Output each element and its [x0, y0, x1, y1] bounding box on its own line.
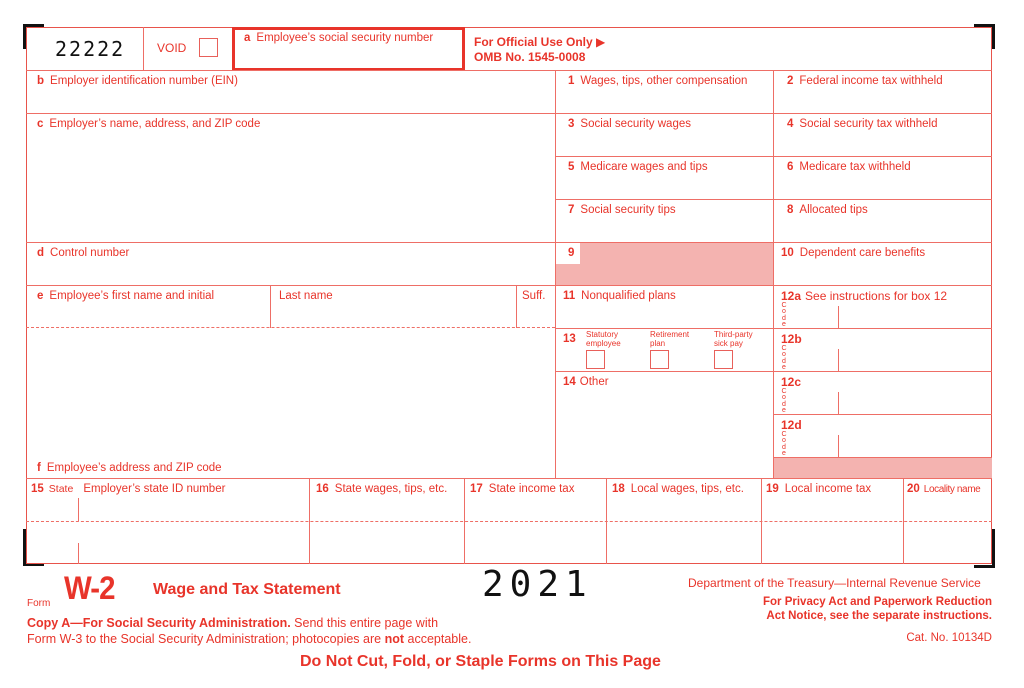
copy-a-line-1: Copy A—For Social Security Administration. Send this entire page with [27, 616, 439, 630]
box-c-input[interactable] [27, 133, 554, 241]
box-5-label: 5 Medicare wages and tips [568, 161, 708, 173]
box-14-label: 14 Other [563, 376, 609, 388]
box-d-label: d Control number [37, 247, 130, 259]
box-16-input-1[interactable] [310, 498, 463, 520]
void-checkbox[interactable] [199, 38, 218, 57]
box-e-last-name-input[interactable] [271, 305, 515, 326]
retirement-plan-checkbox[interactable] [650, 350, 669, 369]
box-3-label: 3 Social security wages [568, 118, 691, 130]
department-label: Department of the Treasury—Internal Revenue Service [688, 576, 981, 590]
official-use-label: For Official Use Only ▶ [474, 35, 606, 49]
box-11-input[interactable] [556, 305, 772, 327]
box-c-label: c Employer’s name, address, and ZIP code [37, 118, 261, 130]
box-a-key: a [244, 32, 251, 44]
box-10-input[interactable] [774, 262, 991, 284]
box-2-input[interactable] [774, 90, 991, 112]
box-11-label: 11 Nonqualified plans [563, 290, 676, 302]
box-8-input[interactable] [774, 219, 991, 241]
box-6-label: 6 Medicare tax withheld [787, 161, 911, 173]
box-16-label: 16 State wages, tips, etc. [316, 483, 448, 495]
box-18-label: 18 Local wages, tips, etc. [612, 483, 744, 495]
box-19-input-2[interactable] [762, 522, 902, 563]
box-14-input[interactable] [556, 391, 772, 477]
box-e-label: e Employee’s first name and initial [37, 290, 215, 302]
box-17-label: 17 State income tax [470, 483, 575, 495]
form-title: Wage and Tax Statement [153, 581, 341, 598]
box-4-input[interactable] [774, 133, 991, 155]
box-9-label: 9 [568, 247, 575, 259]
box-12c-amount-input[interactable] [840, 391, 990, 413]
box-10-label: 10 Dependent care benefits [781, 247, 926, 259]
box-12a-code-input[interactable] [789, 305, 837, 327]
box-1-input[interactable] [556, 90, 772, 112]
box-3-input[interactable] [556, 133, 772, 155]
box-12a-amount-input[interactable] [840, 305, 990, 327]
cat-number: Cat. No. 10134D [906, 632, 992, 644]
box-12c-code-label: C o d e [781, 388, 787, 415]
third-party-sick-pay-checkbox[interactable] [714, 350, 733, 369]
box-b-input[interactable] [27, 90, 554, 112]
form-name: W-2 [64, 570, 115, 606]
box-9-shade [580, 243, 773, 264]
box-13-retirement-label: Retirement plan [650, 330, 690, 348]
box-9-shade-lower [556, 264, 773, 285]
box-e-suffix-input[interactable] [517, 305, 554, 326]
box-8-label: 8 Allocated tips [787, 204, 868, 216]
omb-number: OMB No. 1545-0008 [474, 50, 586, 64]
box-13-thirdparty-label: Third-party sick pay [714, 330, 753, 348]
box-18-input-2[interactable] [607, 522, 760, 563]
box-15-state-input-2[interactable] [27, 522, 77, 563]
box-19-input-1[interactable] [762, 498, 902, 520]
box-13-key: 13 [563, 333, 576, 345]
box-15-state-input-1[interactable] [27, 498, 77, 520]
box-20-label: 20 Locality name [907, 483, 981, 495]
form-code: 22222 [55, 37, 126, 61]
box-12d-code-label: C o d e [781, 431, 787, 458]
box-12d-code-input[interactable] [789, 434, 837, 456]
box-15-state-id-input-2[interactable] [80, 522, 308, 563]
box-20-input-2[interactable] [904, 522, 991, 563]
box-18-input-1[interactable] [607, 498, 760, 520]
box-17-input-2[interactable] [465, 522, 605, 563]
box-d-input[interactable] [27, 262, 554, 284]
copy-a-line-2: Form W-3 to the Social Security Administration; photocopies are not acceptable. [27, 632, 472, 646]
void-label: VOID [157, 41, 187, 55]
box-13-statutory-label: Statutory employee [586, 330, 621, 348]
box-2-label: 2 Federal income tax withheld [787, 75, 943, 87]
box-7-input[interactable] [556, 219, 772, 241]
box-12a-label: 12a See instructions for box 12 [781, 289, 948, 303]
box-e-suffix-label: Suff. [522, 290, 546, 302]
do-not-cut-warning: Do Not Cut, Fold, or Staple Forms on This Page [300, 653, 661, 670]
box-f-input[interactable] [27, 329, 554, 457]
box-12c-code-input[interactable] [789, 391, 837, 413]
box-a-label: a Employee’s social security number [244, 32, 434, 44]
privacy-notice-1: For Privacy Act and Paperwork Reduction [763, 596, 992, 608]
statutory-employee-checkbox[interactable] [586, 350, 605, 369]
box-b-label: b Employer identification number (EIN) [37, 75, 238, 87]
box-12b-code-input[interactable] [789, 348, 837, 370]
box-17-input-1[interactable] [465, 498, 605, 520]
box-6-input[interactable] [774, 176, 991, 198]
box-12-shade [774, 458, 992, 478]
box-16-input-2[interactable] [310, 522, 463, 563]
box-12b-amount-input[interactable] [840, 348, 990, 370]
box-e-last-name-label: Last name [279, 290, 333, 302]
box-f-label: f Employee’s address and ZIP code [37, 462, 222, 474]
privacy-notice-2: Act Notice, see the separate instructions. [766, 610, 992, 622]
box-15-state-id-input-1[interactable] [80, 498, 308, 520]
box-12d-label: 12d [781, 418, 802, 432]
tax-year: 2021 [482, 564, 593, 605]
box-5-input[interactable] [556, 176, 772, 198]
box-15-label: 15 State Employer’s state ID number [31, 483, 226, 495]
box-12d-amount-input[interactable] [840, 434, 990, 456]
form-word: Form [27, 598, 51, 609]
box-12b-code-label: C o d e [781, 345, 787, 372]
box-1-label: 1 Wages, tips, other compensation [568, 75, 748, 87]
box-7-label: 7 Social security tips [568, 204, 676, 216]
box-20-input-1[interactable] [904, 498, 991, 520]
box-12c-label: 12c [781, 375, 802, 389]
box-19-label: 19 Local income tax [766, 483, 872, 495]
box-e-first-name-input[interactable] [27, 305, 269, 326]
box-12a-code-label: C o d e [781, 302, 787, 329]
box-4-label: 4 Social security tax withheld [787, 118, 938, 130]
box-12b-label: 12b [781, 332, 802, 346]
